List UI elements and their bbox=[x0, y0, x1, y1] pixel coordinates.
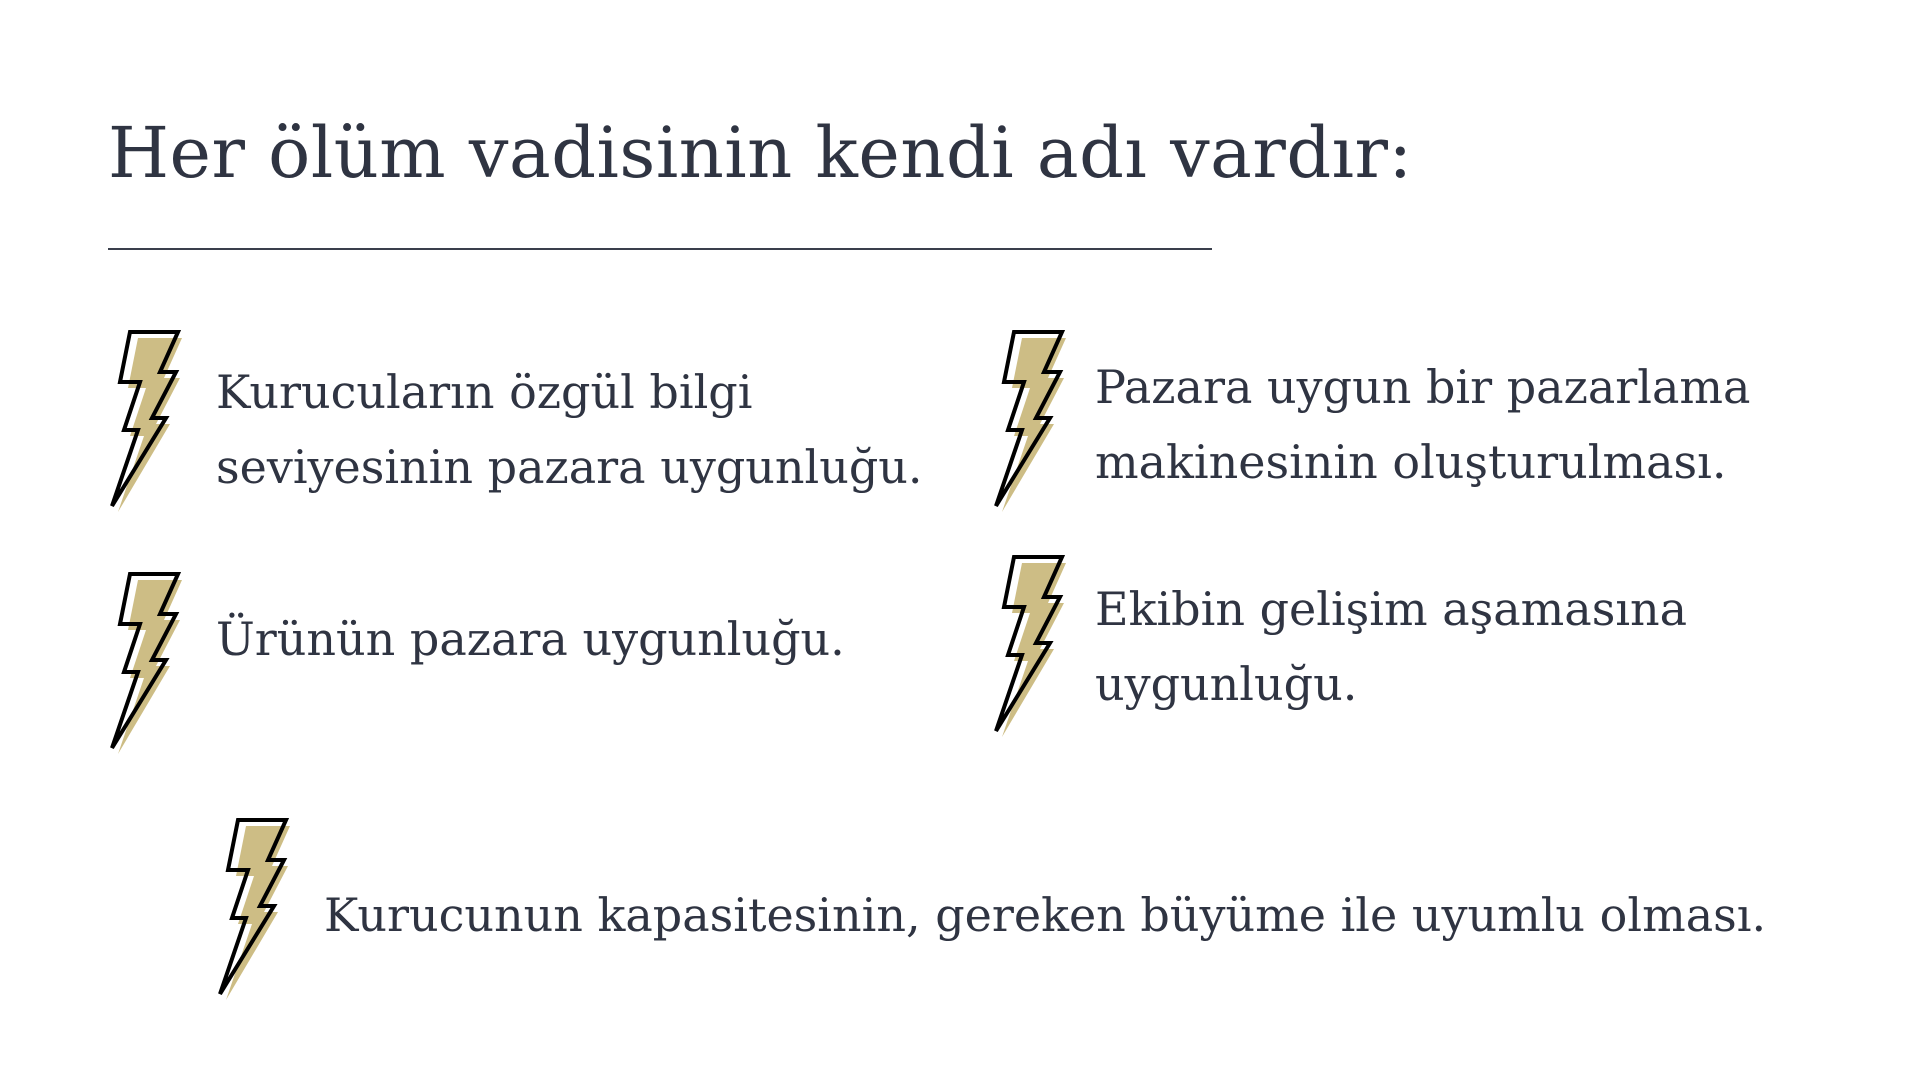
lightning-bolt-icon bbox=[216, 818, 294, 1000]
item-5-text bbox=[324, 878, 1766, 953]
item-1-line-2: seviyesinin pazara uygunluğu. bbox=[216, 440, 923, 494]
lightning-bolt-icon bbox=[108, 330, 186, 512]
lightning-bolt-icon bbox=[992, 555, 1070, 737]
item-3-text bbox=[216, 602, 845, 677]
item-1-line-1: Kurucuların özgül bilgi bbox=[216, 365, 753, 419]
item-4-text bbox=[1095, 572, 1687, 722]
lightning-bolt-icon bbox=[992, 330, 1070, 512]
slide-title: Her ölüm vadisinin kendi adı vardır: bbox=[108, 112, 1413, 194]
item-2-line-2: makinesinin oluşturulması. bbox=[1095, 435, 1727, 489]
item-4-line-1: Ekibin gelişim aşamasına bbox=[1095, 582, 1688, 636]
title-divider bbox=[108, 248, 1212, 250]
item-5-line-1: Kurucunun kapasitesinin, gereken büyüme ile uyumlu olması. bbox=[324, 888, 1767, 942]
item-4-line-2: uygunluğu. bbox=[1095, 657, 1358, 711]
lightning-bolt-icon bbox=[108, 572, 186, 754]
item-3-line-1: Ürünün pazara uygunluğu. bbox=[216, 612, 845, 666]
item-1-text bbox=[216, 355, 923, 505]
item-2-text bbox=[1095, 350, 1750, 500]
item-2-line-1: Pazara uygun bir pazarlama bbox=[1095, 360, 1751, 414]
